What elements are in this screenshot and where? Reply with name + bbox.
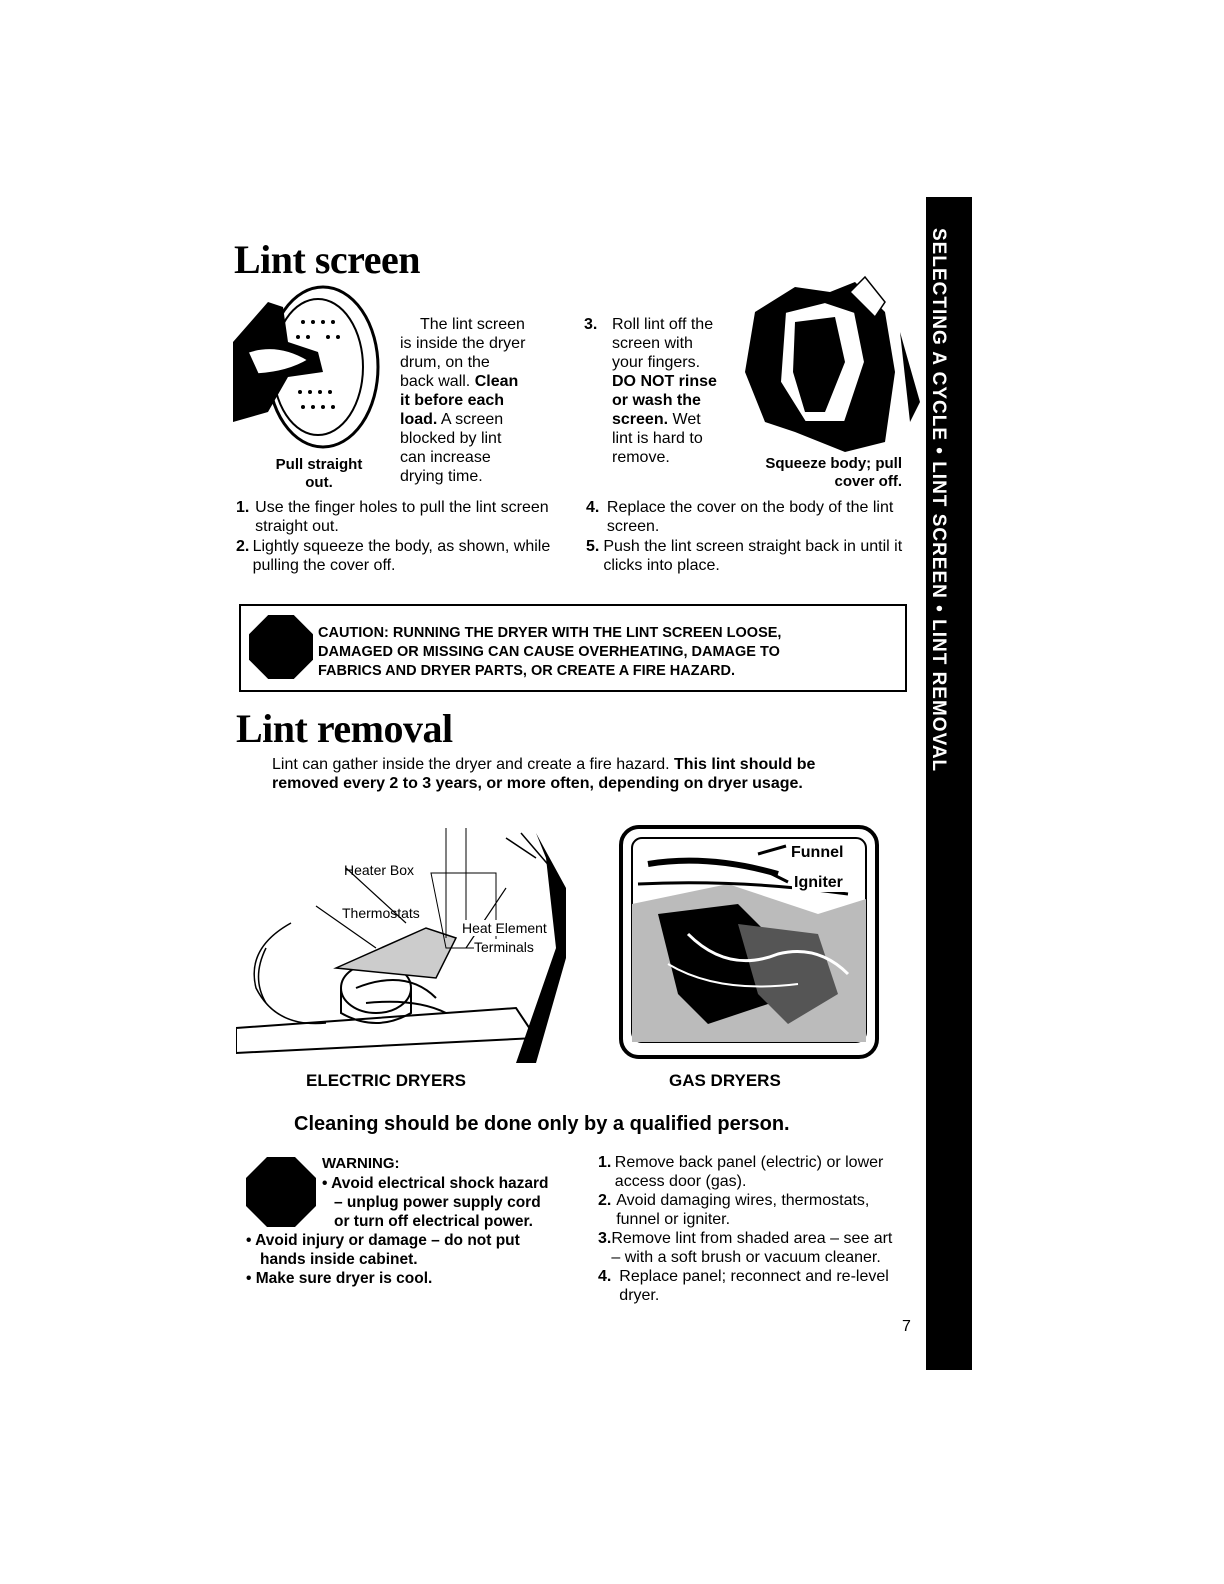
intro-line: A screen bbox=[440, 411, 504, 428]
step-text: Remove lint from shaded area – see art – with a soft brush or vacuum cleaner. bbox=[611, 1230, 893, 1266]
caption-electric-dryers: ELECTRIC DRYERS bbox=[306, 1071, 466, 1090]
step-4 bbox=[586, 498, 906, 536]
label-thermostats: Thermostats bbox=[342, 905, 420, 921]
step-bold: DO NOT rinse bbox=[612, 373, 717, 390]
warning-title: WARNING: bbox=[322, 1155, 400, 1172]
warning-item: • Avoid injury or damage – do not put hands inside cabinet. bbox=[246, 1232, 520, 1268]
section-title-lint-removal: Lint removal bbox=[236, 706, 453, 751]
side-tab-text: SELECTING A CYCLE • LINT SCREEN • LINT REMOVAL bbox=[928, 228, 949, 773]
label-heat-element: Heat Element bbox=[462, 920, 547, 936]
step-line: remove. bbox=[612, 449, 670, 466]
step-number: 3. bbox=[584, 316, 598, 333]
intro-bold: it before each bbox=[400, 392, 505, 409]
step-text: Push the lint screen straight back in until it clicks into place. bbox=[603, 538, 903, 574]
intro-line: blocked by lint bbox=[400, 430, 502, 447]
label-igniter: Igniter bbox=[794, 874, 843, 891]
caution-line: CAUTION: RUNNING THE DRYER WITH THE LINT SCREEN LOOSE, bbox=[318, 625, 782, 641]
label-funnel: Funnel bbox=[791, 844, 844, 861]
intro-plain: Lint can gather inside the dryer and create a fire hazard. bbox=[272, 756, 670, 773]
step-line: your fingers. bbox=[612, 354, 701, 371]
step-line: lint is hard to bbox=[612, 430, 703, 447]
step-number: 2. bbox=[236, 538, 250, 555]
warning-item: • Avoid electrical shock hazard – unplug power supply cord or turn off electrical power. bbox=[322, 1175, 549, 1230]
step-number: 4. bbox=[586, 499, 600, 516]
step-number: 2. bbox=[598, 1192, 612, 1209]
lint-screen-intro bbox=[400, 315, 570, 486]
intro-bold: load. bbox=[400, 411, 438, 428]
step-bold: or wash the bbox=[612, 392, 701, 409]
intro-line: is inside the dryer bbox=[400, 335, 526, 352]
intro-line: The lint screen bbox=[420, 316, 525, 333]
removal-step bbox=[598, 1229, 898, 1267]
step-text: Avoid damaging wires, thermostats, funnel or igniter. bbox=[616, 1192, 870, 1228]
lint-screen-pull-illustration bbox=[228, 282, 388, 462]
intro-line: drum, on the bbox=[400, 354, 490, 371]
step-line: Wet bbox=[672, 411, 701, 428]
step-text: Remove back panel (electric) or lower access door (gas). bbox=[614, 1154, 884, 1190]
step-3 bbox=[584, 315, 744, 467]
step-line: screen with bbox=[612, 335, 693, 352]
warning-item: • Make sure dryer is cool. bbox=[246, 1270, 433, 1287]
step-number: 3. bbox=[598, 1230, 612, 1247]
caption-gas-dryers: GAS DRYERS bbox=[669, 1071, 781, 1090]
intro-bold: Clean bbox=[474, 373, 519, 390]
step-text: Replace panel; reconnect and re-level dryer. bbox=[619, 1268, 889, 1304]
lint-screen-squeeze-illustration bbox=[735, 272, 920, 462]
label-heater-box: Heater Box bbox=[344, 862, 415, 878]
removal-step bbox=[598, 1153, 898, 1191]
caption-squeeze-body: Squeeze body; pull cover off. bbox=[765, 455, 902, 490]
qualified-person-notice: Cleaning should be done only by a qualified person. bbox=[294, 1113, 790, 1135]
caution-line: FABRICS AND DRYER PARTS, OR CREATE A FIRE HAZARD. bbox=[318, 663, 736, 679]
step-text: Replace the cover on the body of the lint screen. bbox=[606, 499, 894, 535]
step-2 bbox=[236, 537, 560, 575]
caution-text bbox=[318, 624, 898, 681]
step-number: 5. bbox=[586, 538, 600, 555]
page-number: 7 bbox=[902, 1318, 911, 1335]
step-5 bbox=[586, 537, 906, 575]
lint-removal-intro bbox=[272, 755, 884, 793]
step-1 bbox=[236, 498, 560, 536]
step-line: Roll lint off the bbox=[612, 316, 714, 333]
removal-step bbox=[598, 1191, 898, 1229]
electric-dryer-illustration bbox=[236, 828, 616, 1064]
warning-list bbox=[246, 1174, 551, 1288]
caution-line: DAMAGED OR MISSING CAN CAUSE OVERHEATING, DAMAGE TO bbox=[318, 644, 780, 660]
step-text: Lightly squeeze the body, as shown, while pulling the cover off. bbox=[252, 538, 551, 574]
step-number: 4. bbox=[598, 1268, 612, 1285]
intro-line: can increase bbox=[400, 449, 491, 466]
label-terminals: Terminals bbox=[474, 939, 534, 955]
step-text: Use the finger holes to pull the lint screen straight out. bbox=[255, 499, 549, 535]
intro-line: drying time. bbox=[400, 468, 483, 485]
lint-removal-steps bbox=[598, 1153, 898, 1305]
removal-step bbox=[598, 1267, 898, 1305]
intro-line: back wall. bbox=[400, 373, 471, 390]
step-number: 1. bbox=[598, 1154, 612, 1171]
step-number: 1. bbox=[236, 499, 250, 516]
section-title-lint-screen: Lint screen bbox=[234, 237, 420, 282]
step-bold: screen. bbox=[612, 411, 669, 428]
caption-pull-straight: Pull straight out. bbox=[275, 456, 363, 491]
intro-bold: This lint should be removed every 2 to 3 years, or more often, depending on dryer usage. bbox=[272, 756, 816, 792]
